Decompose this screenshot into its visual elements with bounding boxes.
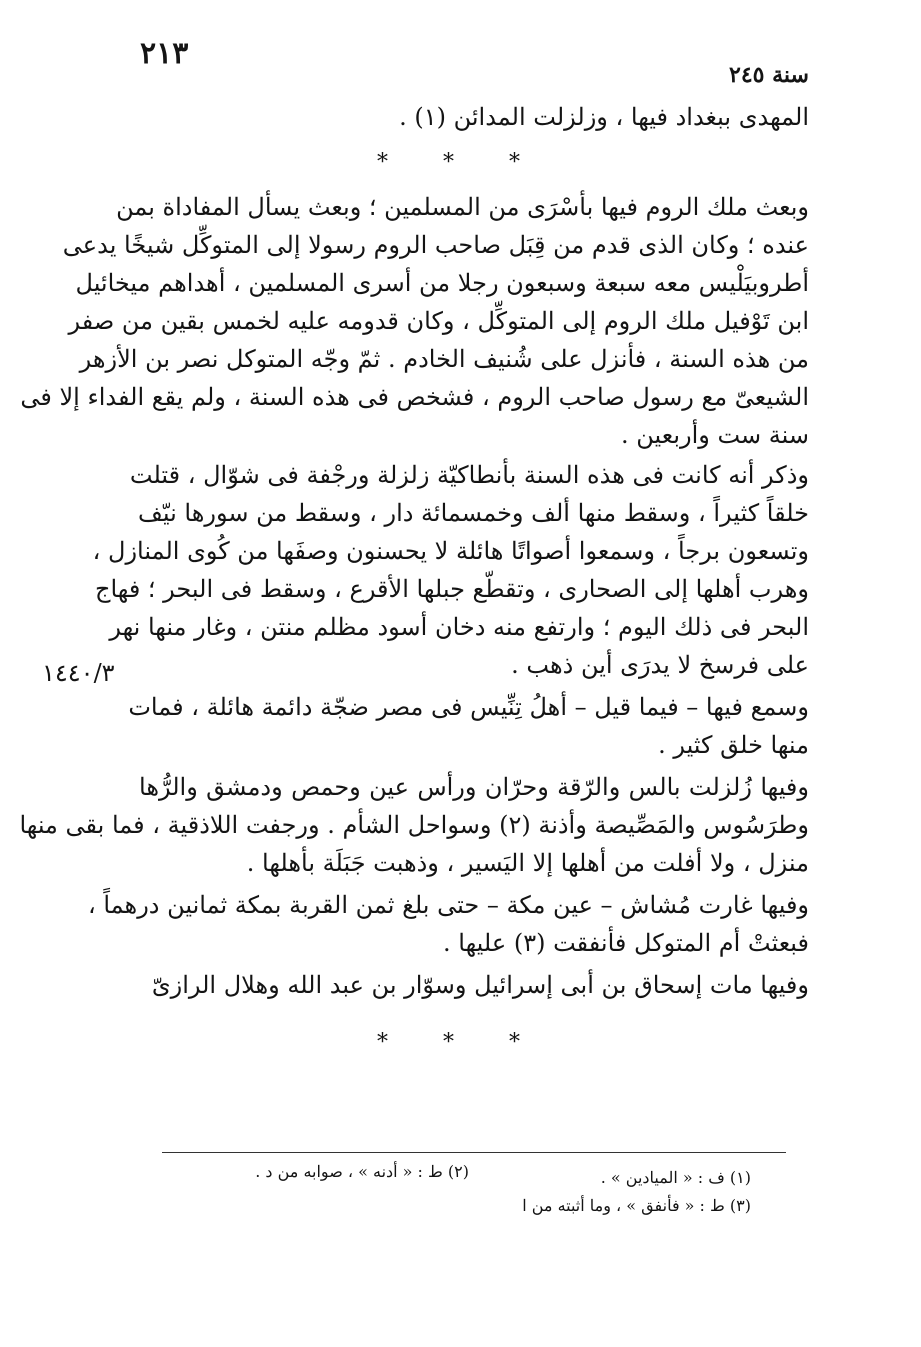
text-line: وهرب أهلها إلى الصحارى ، وتقطّع جبلها الأقرع ، وسقط فى البحر ؛ فهاج: [94, 575, 809, 603]
running-header-year: سنة ٢٤٥: [729, 62, 809, 88]
text-line: خلقاً كثيراً ، وسقط منها ألف وخمسمائة دار ، وسقط من سورها نيّف: [138, 499, 809, 527]
footnote-divider: [162, 1152, 786, 1153]
footnote-2: (٢) ط : « أدنه » ، صوابه من د .: [255, 1162, 469, 1181]
text-line: سنة ست وأربعين .: [620, 421, 809, 449]
text-line: عنده ؛ وكان الذى قدم من قِبَل صاحب الروم رسولا إلى المتوكِّل شيخًا يدعى: [62, 231, 809, 259]
text-line: على فرسخ لا يدرَى أين ذهب .: [511, 651, 809, 679]
text-line: وفيها زُلزلت بالس والرّقة وحرّان ورأس عين وحمص ودمشق والرُّها: [139, 773, 809, 801]
text-line: وتسعون برجاً ، وسمعوا أصواتًا هائلة لا يحسنون وصفَها من كُوى المنازل ،: [92, 537, 809, 565]
text-line: المهدى ببغداد فيها ، وزلزلت المدائن (١) .: [399, 103, 809, 131]
section-separator: * * *: [377, 1030, 544, 1055]
text-line: وسمع فيها – فيما قيل – أهلُ تِنِّيس فى مصر ضجّة دائمة هائلة ، فمات: [128, 693, 809, 721]
footnote-1: (١) ف : « الميادين » .: [600, 1168, 751, 1187]
text-line: وذكر أنه كانت فى هذه السنة بأنطاكيّة زلزلة ورجْفة فى شوّال ، قتلت: [129, 461, 809, 489]
text-line: من هذه السنة ، فأنزل على شُنيف الخادم . ثمّ وجّه المتوكل نصر بن الأزهر: [79, 345, 809, 373]
page-number: ٢١٣: [140, 36, 189, 71]
section-separator: * * *: [377, 150, 544, 175]
text-line: وبعث ملك الروم فيها بأسْرَى من المسلمين ؛ وبعث يسأل المفاداة بمن: [116, 193, 809, 221]
text-line: أطروبيَلْيس معه سبعة وسبعون رجلا من أسرى المسلمين ، أهداهم ميخائيل: [75, 269, 809, 297]
margin-reference: ١٤٤٠/٣: [42, 659, 115, 687]
text-line: وفيها مات إسحاق بن أبى إسرائيل وسوّار بن عبد الله وهلال الرازىّ: [151, 971, 809, 999]
text-line: منها خلق كثير .: [658, 731, 809, 759]
text-line: الشيعىّ مع رسول صاحب الروم ، فشخص فى هذه السنة ، ولم يقع الفداء إلا فى: [20, 383, 809, 411]
text-line: وفيها غارت مُشاش – عين مكة – حتى بلغ ثمن القربة بمكة ثمانين درهماً ،: [87, 891, 809, 919]
text-line: منزل ، ولا أفلت من أهلها إلا اليَسير ، وذهبت جَبَلَة بأهلها .: [246, 849, 809, 877]
text-line: وطرَسُوس والمَصِّيصة وأذنة (٢) وسواحل الشأم . ورجفت اللاذقية ، فما بقى منها: [19, 811, 809, 839]
text-line: البحر فى ذلك اليوم ؛ وارتفع منه دخان أسود مظلم منتن ، وغار منها نهر: [109, 613, 809, 641]
footnote-3: (٣) ط : « فأنفق » ، وما أثبته من ا: [522, 1196, 751, 1215]
text-line: فبعثتْ أم المتوكل فأنفقت (٣) عليها .: [443, 929, 809, 957]
text-line: ابن تَوْفيل ملك الروم إلى المتوكِّل ، وكان قدومه عليه لخمس بقين من صفر: [68, 307, 809, 335]
